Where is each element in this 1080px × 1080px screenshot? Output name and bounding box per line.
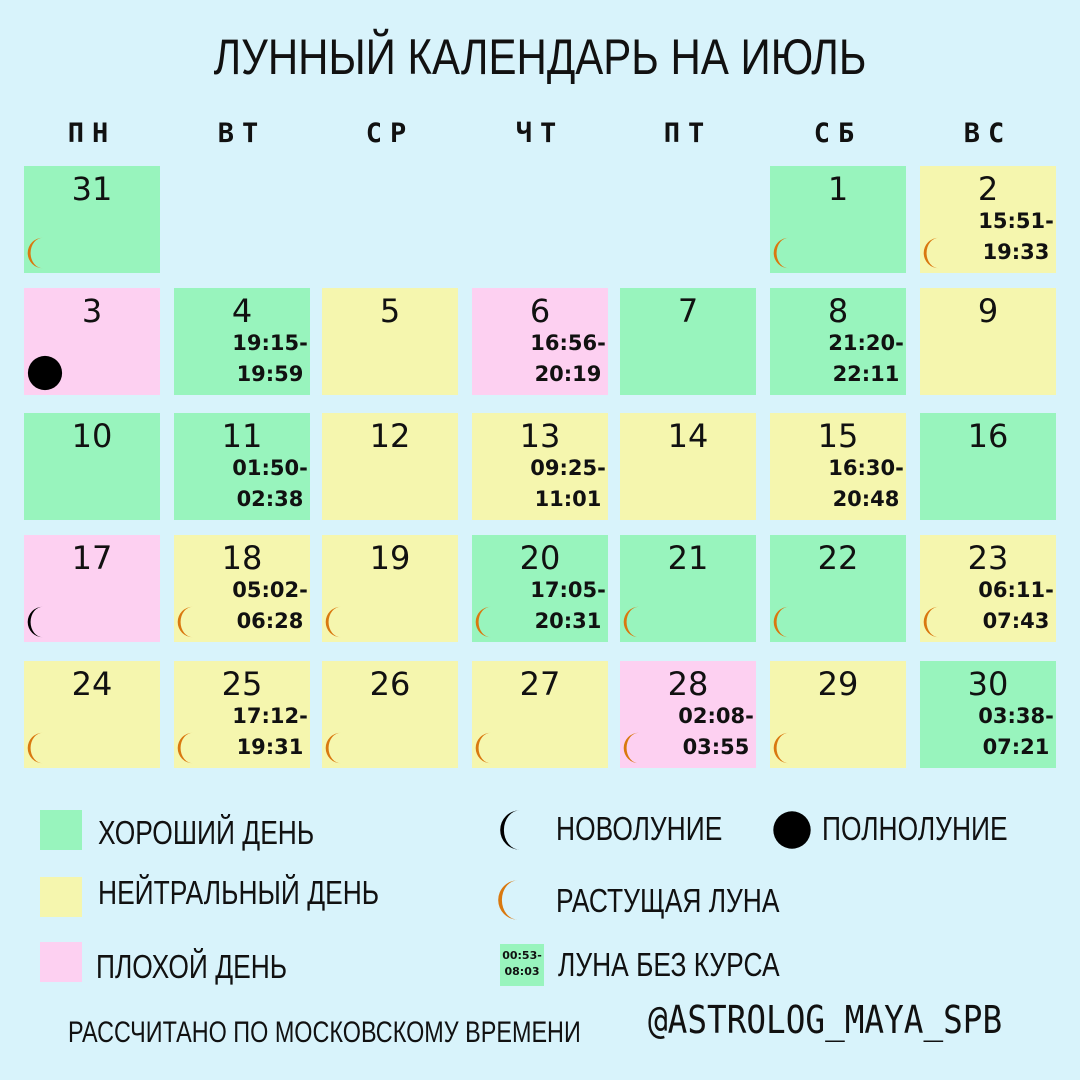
void-end: 22:11 (832, 362, 900, 386)
void-start: 06:11- (978, 578, 1054, 602)
day-cell-8 (770, 288, 906, 395)
legend-waxing-label: РАСТУЩАЯ ЛУНА (556, 882, 780, 919)
waxing-moon-icon (772, 731, 806, 765)
waxing-moon-icon (26, 236, 60, 270)
day-number: 27 (519, 665, 561, 703)
void-end: 19:59 (236, 362, 304, 386)
day-cell-16 (920, 413, 1056, 520)
day-cell-3 (24, 288, 160, 395)
day-number: 24 (71, 665, 113, 703)
waxing-moon-icon (176, 605, 210, 639)
day-cell-15 (770, 413, 906, 520)
waxing-moon-icon (772, 605, 806, 639)
day-cell-24 (24, 661, 160, 768)
waxing-moon-icon (474, 731, 508, 765)
void-start: 05:02- (232, 578, 308, 602)
void-of-course-time (976, 575, 1056, 637)
waxing-moon-icon (922, 236, 956, 270)
day-cell-20 (472, 535, 608, 642)
waxing-moon-icon (772, 236, 806, 270)
void-start: 19:15- (232, 331, 308, 355)
waxing-moon-icon (622, 605, 656, 639)
day-number: 15 (817, 417, 859, 455)
day-number: 9 (977, 292, 999, 330)
author-handle: @ASTROLOG_MAYA_SPB (648, 998, 1003, 1042)
day-number: 4 (231, 292, 253, 330)
legend-new-moon-label: НОВОЛУНИЕ (556, 810, 723, 847)
day-number: 1 (827, 170, 849, 208)
void-end: 20:31 (534, 609, 602, 633)
day-number: 19 (369, 539, 411, 577)
void-start: 16:56- (530, 331, 606, 355)
day-number: 6 (529, 292, 551, 330)
weekday-label: СР (365, 118, 415, 149)
waxing-moon-icon (324, 731, 358, 765)
legend-bad-swatch (40, 942, 82, 982)
waxing-moon-icon (622, 731, 656, 765)
day-number: 31 (71, 170, 113, 208)
day-cell-6 (472, 288, 608, 395)
void-of-course-time (230, 701, 310, 763)
void-end: 03:55 (682, 735, 750, 759)
day-cell-26 (322, 661, 458, 768)
void-sample-end: 08:03 (504, 965, 540, 978)
void-moon-swatch (500, 944, 544, 986)
day-number: 5 (379, 292, 401, 330)
void-start: 16:30- (828, 456, 904, 480)
void-end: 07:43 (982, 609, 1050, 633)
void-of-course-time (528, 453, 608, 515)
void-start: 21:20- (828, 331, 904, 355)
void-start: 01:50- (232, 456, 308, 480)
void-start: 17:12- (232, 704, 308, 728)
void-start: 02:08- (678, 704, 754, 728)
weekday-label: ПН (67, 118, 117, 149)
void-sample-start: 00:53- (502, 949, 542, 962)
void-start: 03:38- (978, 704, 1054, 728)
day-cell-11 (174, 413, 310, 520)
full-moon-icon (26, 354, 64, 392)
void-end: 19:31 (236, 735, 304, 759)
day-number: 2 (977, 170, 999, 208)
day-number: 8 (827, 292, 849, 330)
waxing-moon-icon (474, 605, 508, 639)
void-of-course-time (826, 328, 906, 390)
day-number: 13 (519, 417, 561, 455)
void-end: 19:33 (982, 240, 1050, 264)
day-number: 16 (967, 417, 1009, 455)
waxing-moon-icon (324, 605, 358, 639)
day-number: 3 (81, 292, 103, 330)
waxing-moon-icon (176, 731, 210, 765)
void-end: 11:01 (534, 487, 602, 511)
day-cell-22 (770, 535, 906, 642)
legend-neutral-label: НЕЙТРАЛЬНЫЙ ДЕНЬ (98, 874, 380, 911)
weekday-label: ВС (963, 118, 1013, 149)
day-number: 17 (71, 539, 113, 577)
day-number: 23 (967, 539, 1009, 577)
legend-bad-label: ПЛОХОЙ ДЕНЬ (96, 948, 288, 985)
void-of-course-time (230, 453, 310, 515)
day-number: 25 (221, 665, 263, 703)
weekday-label: ВТ (217, 118, 267, 149)
legend-neutral-swatch (40, 877, 82, 917)
void-of-course-time (976, 206, 1056, 268)
waxing-moon-icon (26, 731, 60, 765)
waxing-moon-icon (496, 878, 540, 922)
legend-good-label: ХОРОШИЙ ДЕНЬ (98, 814, 315, 851)
legend-full-moon-label: ПОЛНОЛУНИЕ (822, 810, 1008, 847)
day-cell-29 (770, 661, 906, 768)
day-number: 30 (967, 665, 1009, 703)
day-number: 7 (677, 292, 699, 330)
waxing-moon-icon (922, 605, 956, 639)
footer-note: РАССЧИТАНО ПО МОСКОВСКОМУ ВРЕМЕНИ (68, 1016, 581, 1049)
day-cell-9 (920, 288, 1056, 395)
void-of-course-time (230, 328, 310, 390)
day-number: 21 (667, 539, 709, 577)
day-cell-7 (620, 288, 756, 395)
day-cell-27 (472, 661, 608, 768)
day-cell-13 (472, 413, 608, 520)
day-number: 14 (667, 417, 709, 455)
day-cell-19 (322, 535, 458, 642)
new-moon-icon (498, 808, 542, 852)
page-title: ЛУННЫЙ КАЛЕНДАРЬ НА ИЮЛЬ (213, 29, 867, 85)
void-start: 09:25- (530, 456, 606, 480)
void-end: 06:28 (236, 609, 304, 633)
void-of-course-time (230, 575, 310, 637)
day-number: 18 (221, 539, 263, 577)
day-number: 20 (519, 539, 561, 577)
day-cell-17 (24, 535, 160, 642)
day-number: 26 (369, 665, 411, 703)
day-cell-2 (920, 166, 1056, 273)
day-number: 28 (667, 665, 709, 703)
day-number: 29 (817, 665, 859, 703)
day-number: 10 (71, 417, 113, 455)
weekday-label: СБ (813, 118, 863, 149)
day-cell-28 (620, 661, 756, 768)
day-cell-14 (620, 413, 756, 520)
new-moon-icon (26, 605, 60, 639)
day-cell-23 (920, 535, 1056, 642)
day-cell-1 (770, 166, 906, 273)
day-cell-4 (174, 288, 310, 395)
day-cell-5 (322, 288, 458, 395)
weekday-label: ПТ (663, 118, 713, 149)
void-end: 02:38 (236, 487, 304, 511)
day-number: 22 (817, 539, 859, 577)
day-cell-18 (174, 535, 310, 642)
void-end: 07:21 (982, 735, 1050, 759)
void-of-course-time (676, 701, 756, 763)
legend-void-label: ЛУНА БЕЗ КУРСА (558, 946, 780, 983)
void-end: 20:48 (832, 487, 900, 511)
day-cell-12 (322, 413, 458, 520)
day-cell-10 (24, 413, 160, 520)
day-number: 11 (221, 417, 263, 455)
weekday-label: ЧТ (515, 118, 565, 149)
void-of-course-time (528, 575, 608, 637)
void-of-course-time (528, 328, 608, 390)
void-of-course-time (976, 701, 1056, 763)
day-cell-30 (920, 661, 1056, 768)
legend-good-swatch (40, 810, 82, 850)
full-moon-icon (770, 808, 814, 852)
void-start: 15:51- (978, 209, 1054, 233)
day-cell-21 (620, 535, 756, 642)
void-of-course-time (826, 453, 906, 515)
void-start: 17:05- (530, 578, 606, 602)
day-cell-31 (24, 166, 160, 273)
void-end: 20:19 (534, 362, 602, 386)
day-cell-25 (174, 661, 310, 768)
day-number: 12 (369, 417, 411, 455)
